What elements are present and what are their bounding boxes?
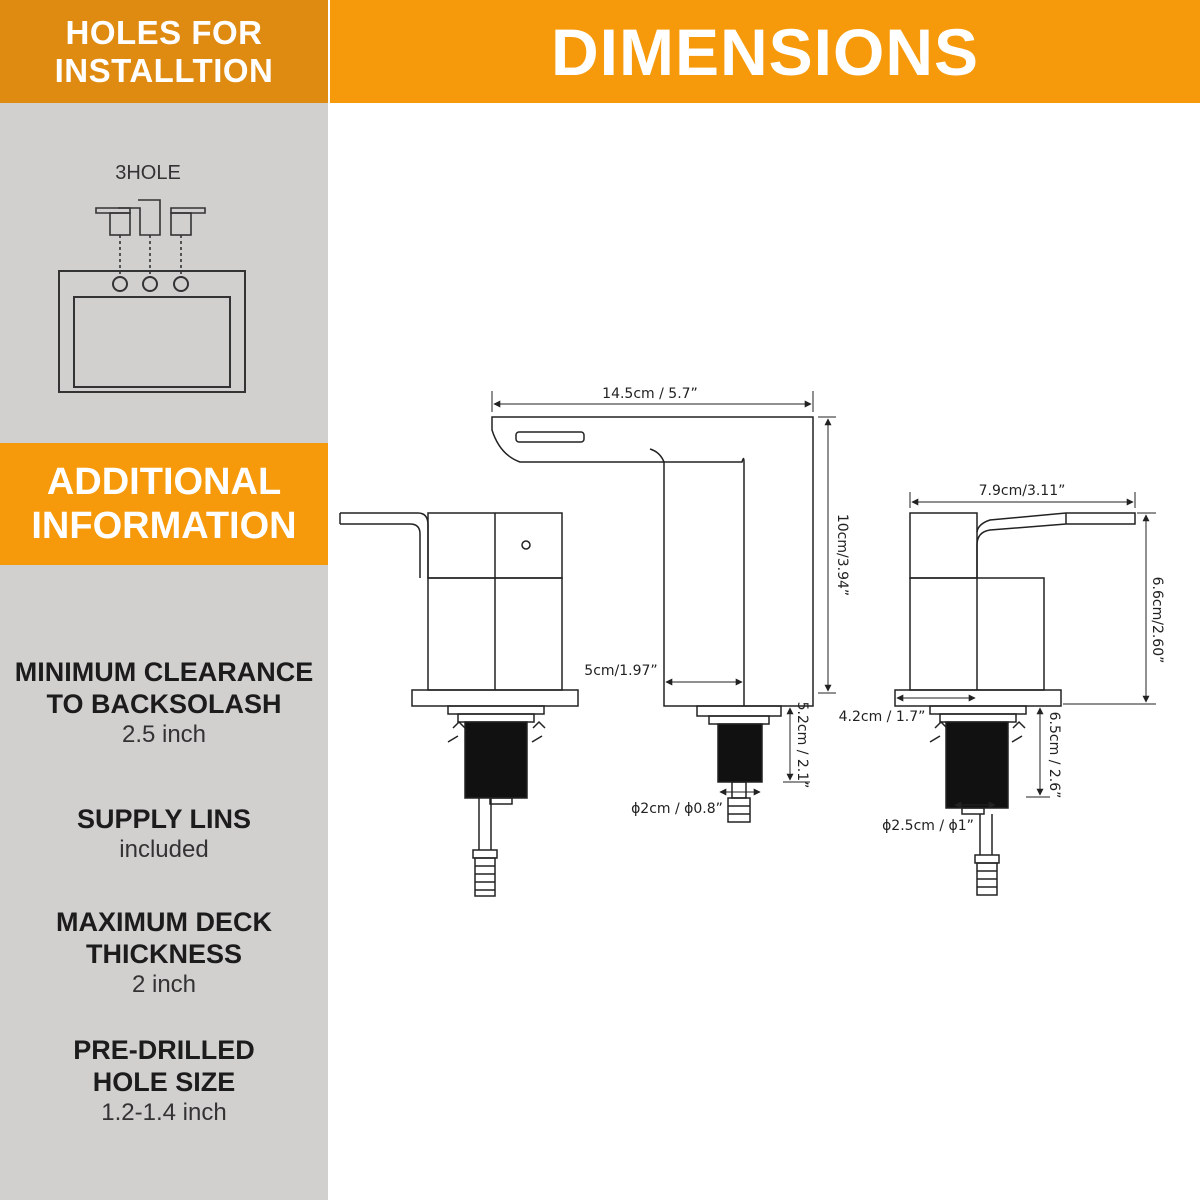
spout-shank-dia-label: ϕ2cm / ϕ0.8” [631, 801, 723, 817]
handle-height-label: 6.6cm/2.60” [1149, 576, 1165, 664]
info-title: MAXIMUM DECK [56, 907, 272, 937]
info-title: THICKNESS [85, 939, 242, 969]
sink-icon [59, 162, 245, 392]
additional-header-line2: INFORMATION [31, 505, 297, 547]
info-value: included [119, 836, 209, 863]
info-value: 2 inch [131, 971, 197, 998]
info-title: MINIMUM CLEARANCE [14, 657, 314, 687]
holes-header-line2: INSTALLTION [54, 51, 274, 89]
left-handle-drawing [340, 513, 578, 896]
handle-shank-label: 6.5cm / 2.6” [1046, 711, 1062, 799]
info-title: HOLE SIZE [92, 1067, 236, 1097]
handle-shank-dia-label: ϕ2.5cm / ϕ1” [882, 818, 974, 834]
sink-label: 3HOLE [115, 162, 181, 184]
holes-header-line1: HOLES FOR [65, 13, 263, 51]
handle-length-label: 7.9cm/3.11” [978, 483, 1066, 499]
spout-shank-label: 5.2cm / 2.1” [794, 701, 810, 789]
spout-height-label: 10cm/3.94” [834, 513, 850, 597]
additional-header-line1: ADDITIONAL [46, 461, 282, 503]
spout-drawing [492, 417, 813, 822]
info-title: PRE-DRILLED [73, 1035, 255, 1065]
handle-base-label: 4.2cm / 1.7” [838, 709, 926, 725]
info-value: 1.2-1.4 inch [101, 1099, 227, 1126]
info-title: SUPPLY LINS [76, 804, 252, 834]
info-value: 2.5 inch [121, 721, 207, 748]
dimensions-title: DIMENSIONS [550, 14, 980, 89]
spout-length-label: 14.5cm / 5.7” [602, 386, 698, 402]
info-title: TO BACKSOLASH [46, 689, 282, 719]
spout-width-label: 5cm/1.97” [584, 663, 658, 679]
